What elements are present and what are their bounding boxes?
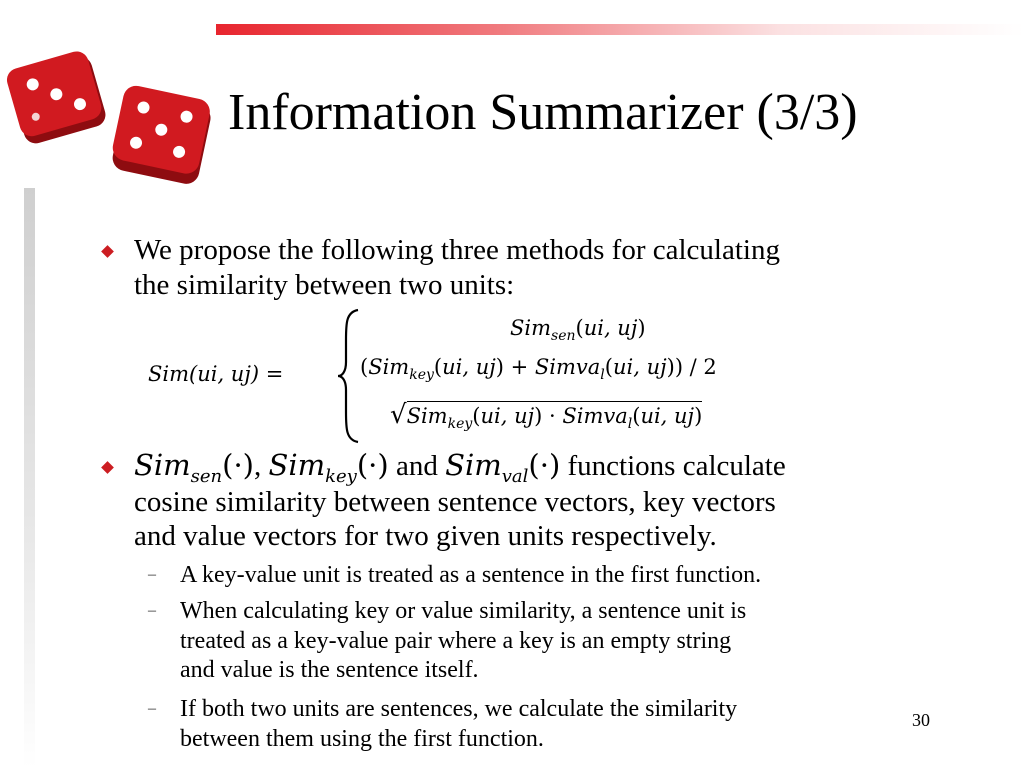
bullet2-line3: and value vectors for two given units respectively. bbox=[134, 520, 717, 552]
equation-case-1: Sim$_{sen}$(ui, uj) bbox=[510, 316, 646, 345]
bullet2-line1: Sim$_{sen}$(·), Sim$_{key}$(·) and Sim$_{val}$(·) functions calculate bbox=[134, 448, 786, 487]
subbullet-3-line1: If both two units are sentences, we calculate the similarity bbox=[180, 696, 738, 722]
subbullet-marker: – bbox=[148, 602, 156, 619]
title-accent-bar bbox=[216, 24, 1024, 35]
equation-case-2: (Sim$_{key}$(ui, uj) + Simva$_l$(ui, uj)) / 2 bbox=[360, 355, 717, 384]
subbullet-2-line3: and value is the sentence itself. bbox=[180, 657, 479, 683]
left-accent-bar bbox=[24, 188, 35, 768]
subbullet-2-line2: treated as a key-value pair where a key is an empty string bbox=[180, 628, 732, 654]
cases-brace bbox=[336, 306, 362, 446]
bullet1-line1: We propose the following three methods for calculating bbox=[134, 234, 780, 266]
subbullet-1-line1: A key-value unit is treated as a sentence in the first function. bbox=[180, 562, 762, 588]
equation-lhs: Sim(ui, uj) = bbox=[148, 362, 284, 386]
equation-case-3: √Sim$_{key}$(ui, uj) · Simva$_l$(ui, uj) bbox=[390, 400, 703, 433]
bullet2-line2: cosine similarity between sentence vectors, key vectors bbox=[134, 486, 776, 518]
bullet-marker bbox=[101, 245, 114, 258]
subbullet-marker: – bbox=[148, 566, 156, 583]
subbullet-3-line2: between them using the first function. bbox=[180, 726, 544, 752]
slide-title: Information Summarizer (3/3) bbox=[228, 84, 858, 141]
bullet1-line2: the similarity between two units: bbox=[134, 269, 515, 301]
dice-icon bbox=[0, 50, 220, 190]
bullet-marker bbox=[101, 461, 114, 474]
subbullet-2-line1: When calculating key or value similarity, a sentence unit is bbox=[180, 598, 747, 624]
slide-number: 30 bbox=[912, 710, 930, 730]
subbullet-marker: – bbox=[148, 700, 156, 717]
